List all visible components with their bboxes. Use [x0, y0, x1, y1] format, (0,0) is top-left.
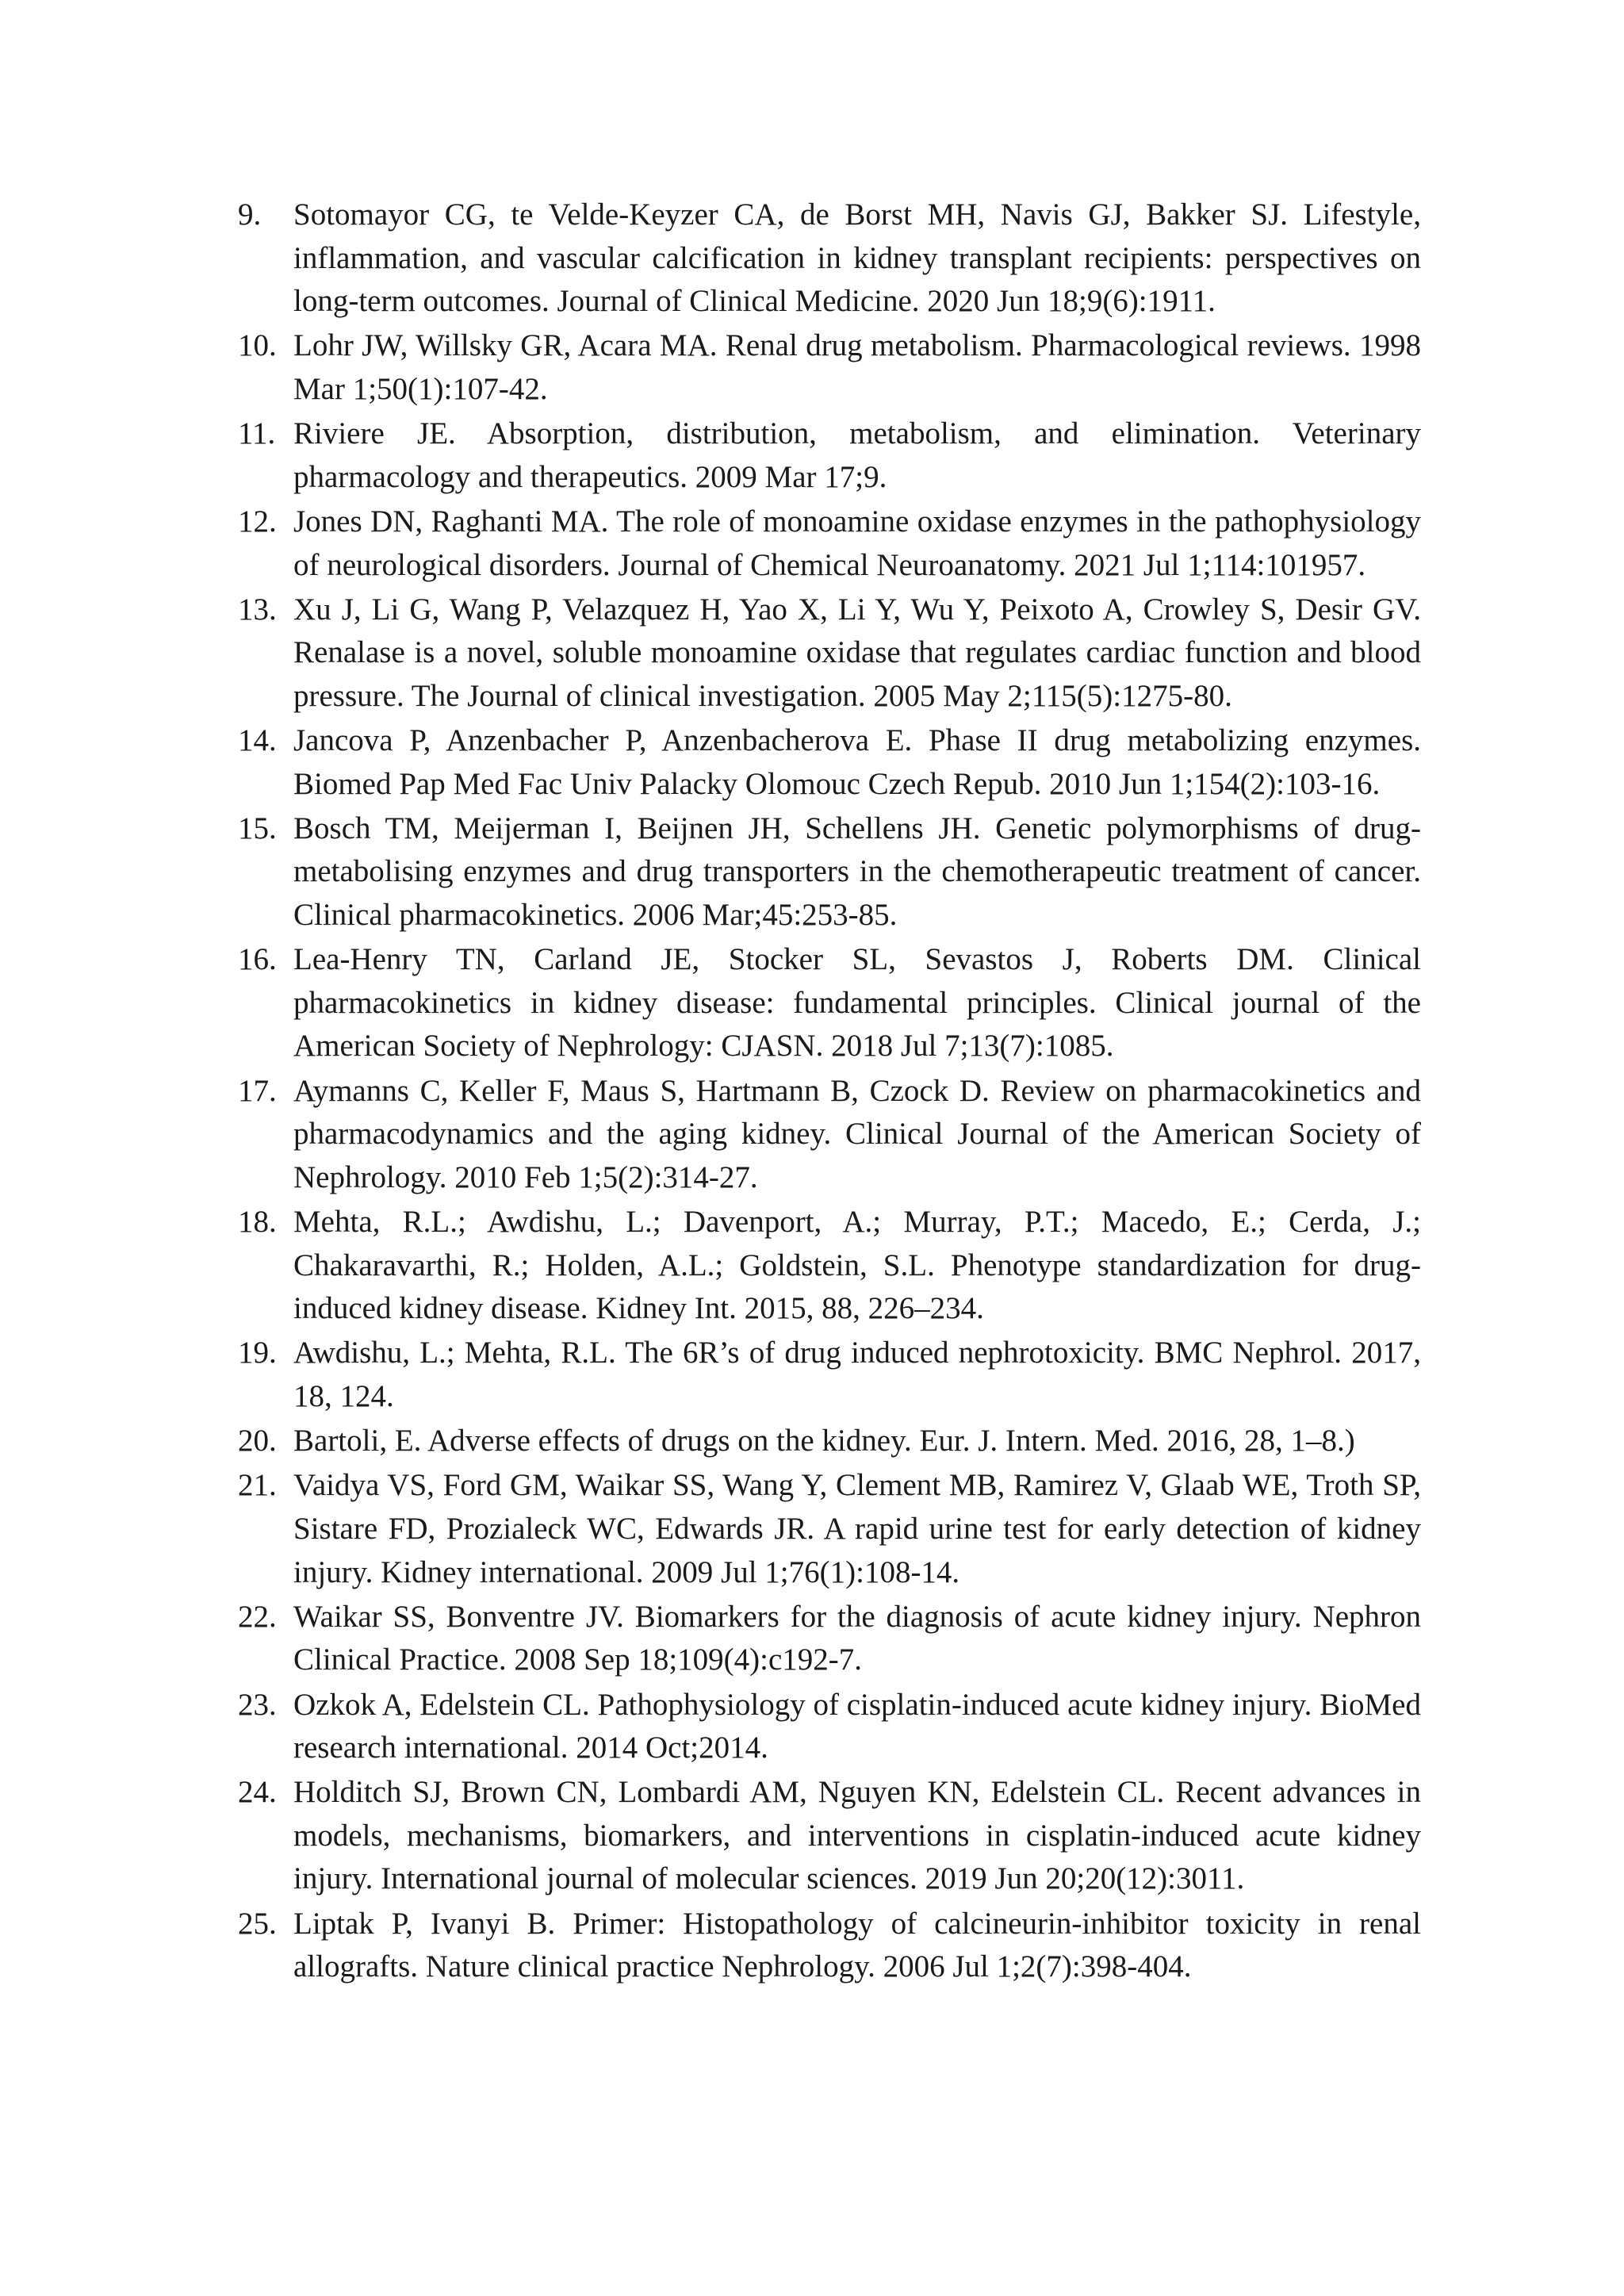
- reference-number: 23.: [238, 1687, 277, 1722]
- reference-item: [238, 807, 1421, 937]
- reference-number: 24.: [238, 1775, 277, 1810]
- reference-item: [238, 1903, 1421, 1989]
- reference-item: [238, 324, 1421, 411]
- reference-item: [238, 1771, 1421, 1901]
- reference-item: [238, 500, 1421, 587]
- reference-number: 22.: [238, 1599, 277, 1634]
- reference-text: Xu J, Li G, Wang P, Velazquez H, Yao X, Li Y, Wu Y, Peixoto A, Crowley S, Desir GV. Renalase is a novel, soluble monoamine oxidase that regulates cardiac function and blood pressure. The Journal of clinical investigation. 2005 May 2;115(5):1275-80.: [293, 592, 1421, 713]
- reference-number: 17.: [238, 1073, 277, 1108]
- reference-list: [238, 194, 1421, 1990]
- reference-number: 21.: [238, 1468, 277, 1503]
- reference-item: [238, 1464, 1421, 1594]
- reference-text: Awdishu, L.; Mehta, R.L. The 6R’s of drug induced nephrotoxicity. BMC Nephrol. 2017, 18, 124.: [293, 1336, 1421, 1413]
- reference-text: Mehta, R.L.; Awdishu, L.; Davenport, A.; Murray, P.T.; Macedo, E.; Cerda, J.; Chakaravarthi, R.; Holden, A.L.; Goldstein, S.L. Phenotype standardization for drug-induced kidney disease. Kidney Int. 2015, 88, 226–234.: [293, 1205, 1421, 1326]
- reference-text: Jancova P, Anzenbacher P, Anzenbacherova E. Phase II drug metabolizing enzymes. Biomed Pap Med Fac Univ Palacky Olomouc Czech Repub. 2010 Jun 1;154(2):103-16.: [293, 723, 1421, 801]
- reference-text: Lea-Henry TN, Carland JE, Stocker SL, Sevastos J, Roberts DM. Clinical pharmacokinetics in kidney disease: fundamental principles. Clinical journal of the American Society of Nephrology: CJASN. 2018 Jul 7;13(7):1085.: [293, 942, 1421, 1064]
- reference-item: [238, 194, 1421, 324]
- reference-item: [238, 1070, 1421, 1200]
- reference-number: 9.: [238, 197, 262, 232]
- reference-text: Riviere JE. Absorption, distribution, metabolism, and elimination. Veterinary pharmacology and therapeutics. 2009 Mar 17;9.: [293, 416, 1421, 494]
- reference-number: 15.: [238, 811, 277, 845]
- reference-text: Bartoli, E. Adverse effects of drugs on the kidney. Eur. J. Intern. Med. 2016, 28, 1–8.): [293, 1424, 1355, 1458]
- reference-text: Holditch SJ, Brown CN, Lombardi AM, Nguyen KN, Edelstein CL. Recent advances in models, mechanisms, biomarkers, and interventions in cisplatin-induced acute kidney injury. International journal of molecular sciences. 2019 Jun 20;20(12):3011.: [293, 1775, 1421, 1896]
- reference-text: Lohr JW, Willsky GR, Acara MA. Renal drug metabolism. Pharmacological reviews. 1998 Mar 1;50(1):107-42.: [293, 328, 1421, 406]
- reference-item: [238, 1684, 1421, 1770]
- reference-text: Sotomayor CG, te Velde-Keyzer CA, de Borst MH, Navis GJ, Bakker SJ. Lifestyle, inflammation, and vascular calcification in kidney transplant recipients: perspectives on long-term outcomes. Journal of Clinical Medicine. 2020 Jun 18;9(6):1911.: [293, 197, 1421, 319]
- reference-number: 10.: [238, 328, 277, 363]
- reference-number: 16.: [238, 942, 277, 977]
- reference-text: Waikar SS, Bonventre JV. Biomarkers for the diagnosis of acute kidney injury. Nephron Clinical Practice. 2008 Sep 18;109(4):c192-7.: [293, 1599, 1421, 1677]
- reference-number: 18.: [238, 1205, 277, 1239]
- reference-text: Aymanns C, Keller F, Maus S, Hartmann B, Czock D. Review on pharmacokinetics and pharmacodynamics and the aging kidney. Clinical Journal of the American Society of Nephrology. 2010 Feb 1;5(2):314-27.: [293, 1073, 1421, 1194]
- reference-number: 12.: [238, 504, 277, 539]
- reference-item: [238, 1420, 1421, 1463]
- reference-text: Liptak P, Ivanyi B. Primer: Histopathology of calcineurin-inhibitor toxicity in renal allografts. Nature clinical practice Nephrology. 2006 Jul 1;2(7):398-404.: [293, 1906, 1421, 1984]
- reference-text: Bosch TM, Meijerman I, Beijnen JH, Schellens JH. Genetic polymorphisms of drug-metabolising enzymes and drug transporters in the chemotherapeutic treatment of cancer. Clinical pharmacokinetics. 2006 Mar;45:253-85.: [293, 811, 1421, 933]
- reference-number: 20.: [238, 1424, 277, 1458]
- reference-item: [238, 588, 1421, 719]
- reference-number: 19.: [238, 1336, 277, 1370]
- reference-item: [238, 719, 1421, 806]
- reference-number: 25.: [238, 1906, 277, 1941]
- reference-text: Vaidya VS, Ford GM, Waikar SS, Wang Y, Clement MB, Ramirez V, Glaab WE, Troth SP, Sistare FD, Prozialeck WC, Edwards JR. A rapid urine test for early detection of kidney injury. Kidney international. 2009 Jul 1;76(1):108-14.: [293, 1468, 1421, 1589]
- reference-item: [238, 1596, 1421, 1682]
- reference-text: Ozkok A, Edelstein CL. Pathophysiology of cisplatin-induced acute kidney injury. BioMed research international. 2014 Oct;2014.: [293, 1687, 1421, 1765]
- reference-number: 14.: [238, 723, 277, 758]
- reference-item: [238, 412, 1421, 499]
- reference-item: [238, 1201, 1421, 1331]
- reference-number: 13.: [238, 592, 277, 627]
- reference-text: Jones DN, Raghanti MA. The role of monoamine oxidase enzymes in the pathophysiology of neurological disorders. Journal of Chemical Neuroanatomy. 2021 Jul 1;114:101957.: [293, 504, 1421, 582]
- reference-item: [238, 938, 1421, 1068]
- reference-item: [238, 1332, 1421, 1418]
- reference-number: 11.: [238, 416, 276, 451]
